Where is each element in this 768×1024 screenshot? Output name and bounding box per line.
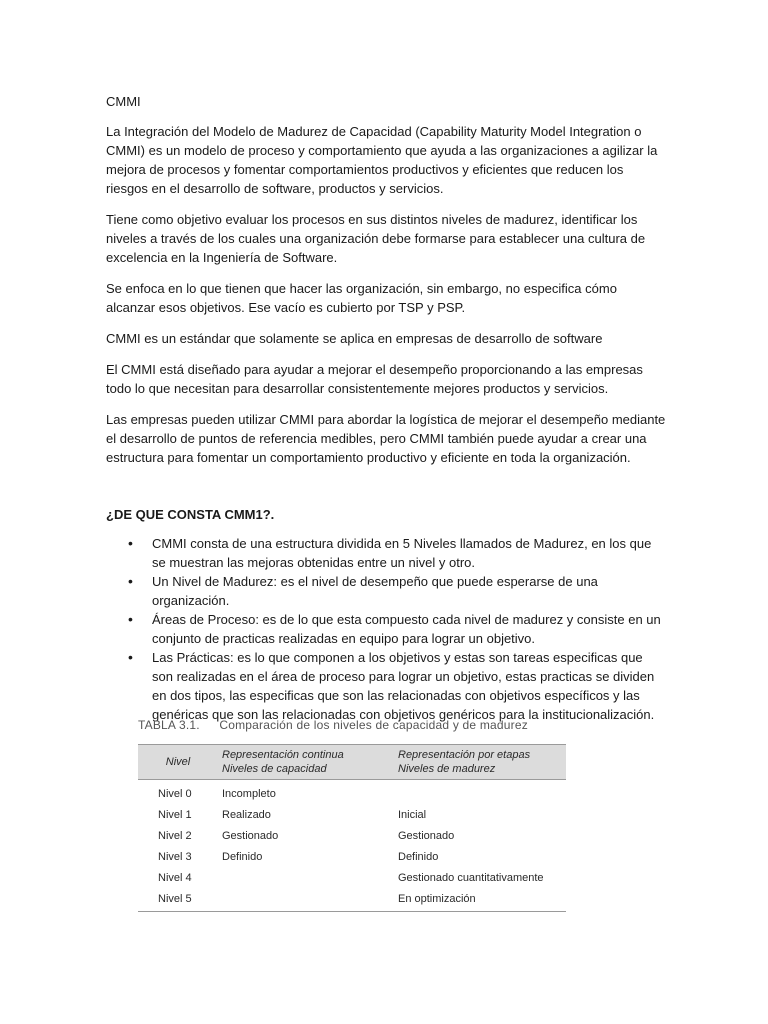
section-heading: ¿DE QUE CONSTA CMM1?. bbox=[106, 507, 275, 522]
header-nivel: Nivel bbox=[138, 745, 218, 780]
header-etapas-line1: Representación por etapas bbox=[398, 749, 531, 761]
bullet-icon: • bbox=[128, 611, 133, 627]
list-item-text: CMMI consta de una estructura dividida en 5 Niveles llamados de Madurez, en los que se muestran las mejoras obtenidas entre un nivel y otro. bbox=[152, 536, 652, 570]
list-item-text: Las Prácticas: es lo que componen a los objetivos y estas son tareas especificas que son realizadas en el área de proceso para lograr un objetivo, estas practicas se dividen en dos tipos, las especificas que son las relacionadas con objetivos específicos y las genéricas que son las relacionadas con objetivos genéricos para la institucionalización. bbox=[152, 650, 655, 722]
cell-capacidad: Realizado bbox=[222, 809, 271, 821]
table-row bbox=[138, 780, 566, 806]
list-item bbox=[106, 610, 666, 648]
cell-nivel: Nivel 3 bbox=[158, 851, 192, 863]
cell-nivel: Nivel 4 bbox=[158, 872, 192, 884]
header-continua-line1: Representación continua bbox=[222, 749, 344, 761]
levels-table-figure bbox=[138, 716, 566, 912]
table-row bbox=[138, 805, 566, 826]
list-item bbox=[106, 572, 666, 610]
header-continua-line2: Niveles de capacidad bbox=[222, 763, 327, 775]
cell-madurez: Gestionado bbox=[398, 830, 455, 842]
cell-nivel: Nivel 2 bbox=[158, 830, 192, 842]
cell-nivel: Nivel 0 bbox=[158, 788, 192, 800]
cell-nivel: Nivel 1 bbox=[158, 809, 192, 821]
bullet-list bbox=[106, 534, 666, 724]
paragraph-standard: CMMI es un estándar que solamente se aplica en empresas de desarrollo de software bbox=[106, 331, 603, 346]
cell-capacidad: Definido bbox=[222, 851, 263, 863]
cell-madurez: Inicial bbox=[398, 809, 427, 821]
cell-madurez: Definido bbox=[398, 851, 439, 863]
paragraph-focus: Se enfoca en lo que tienen que hacer las organización, sin embargo, no especifica cómo alcanzar esos objetivos. Ese vacío es cubierto por TSP y PSP. bbox=[106, 281, 617, 315]
table-caption bbox=[138, 716, 566, 735]
paragraph-design: El CMMI está diseñado para ayudar a mejorar el desempeño proporcionando a las empresas todo lo que necesitan para desarrollar consistentemente mejores productos y servicios. bbox=[106, 362, 643, 396]
list-item-text: Áreas de Proceso: es de lo que esta compuesto cada nivel de madurez y consiste en un conjunto de practicas realizadas en equipo para lograr un objetivo. bbox=[152, 612, 661, 646]
cell-madurez: Gestionado cuantitativamente bbox=[398, 872, 544, 884]
cell-madurez: En optimización bbox=[394, 889, 566, 912]
table-row bbox=[138, 847, 566, 868]
document-title: CMMI bbox=[106, 94, 141, 109]
cell-capacidad bbox=[218, 889, 394, 912]
paragraph-objective: Tiene como objetivo evaluar los procesos en sus distintos niveles de madurez, identificar los niveles a través de los cuales una organización debe formarse para establecer una cultura de excelencia en la Ingeniería de Software. bbox=[106, 212, 646, 265]
levels-table bbox=[138, 744, 566, 912]
list-item bbox=[106, 648, 666, 724]
table-caption-text: Comparación de los niveles de capacidad y de madurez bbox=[219, 718, 528, 732]
header-continua bbox=[218, 745, 394, 780]
paragraph-usage: Las empresas pueden utilizar CMMI para abordar la logística de mejorar el desempeño mediante el desarrollo de puntos de referencia medibles, pero CMMI también puede ayudar a crear una estructura para fomentar un comportamiento productivo y eficiente en toda la organización. bbox=[106, 412, 666, 465]
table-row bbox=[138, 889, 566, 912]
cell-nivel: Nivel 5 bbox=[138, 889, 218, 912]
document-body bbox=[106, 92, 666, 724]
table-header-row bbox=[138, 745, 566, 780]
bullet-icon: • bbox=[128, 649, 133, 665]
list-item-text: Un Nivel de Madurez: es el nivel de desempeño que puede esperarse de una organización. bbox=[152, 574, 598, 608]
cell-capacidad bbox=[218, 868, 394, 889]
cell-capacidad: Gestionado bbox=[222, 830, 279, 842]
bullet-icon: • bbox=[128, 573, 133, 589]
paragraph-intro: La Integración del Modelo de Madurez de Capacidad (Capability Maturity Model Integration o CMMI) es un modelo de proceso y comportamiento que ayuda a las organizaciones a agilizar la mejora de procesos y fomentar comportamientos productivos y eficientes que reducen los riesgos en el desarrollo de software, productos y servicios. bbox=[106, 124, 658, 196]
list-item bbox=[106, 534, 666, 572]
table-row bbox=[138, 826, 566, 847]
header-etapas-line2: Niveles de madurez bbox=[398, 763, 496, 775]
cell-madurez bbox=[394, 780, 566, 806]
cell-capacidad: Incompleto bbox=[222, 788, 276, 800]
table-row bbox=[138, 868, 566, 889]
header-etapas bbox=[394, 745, 566, 780]
table-caption-number: TABLA 3.1. bbox=[138, 718, 200, 732]
bullet-icon: • bbox=[128, 535, 133, 551]
